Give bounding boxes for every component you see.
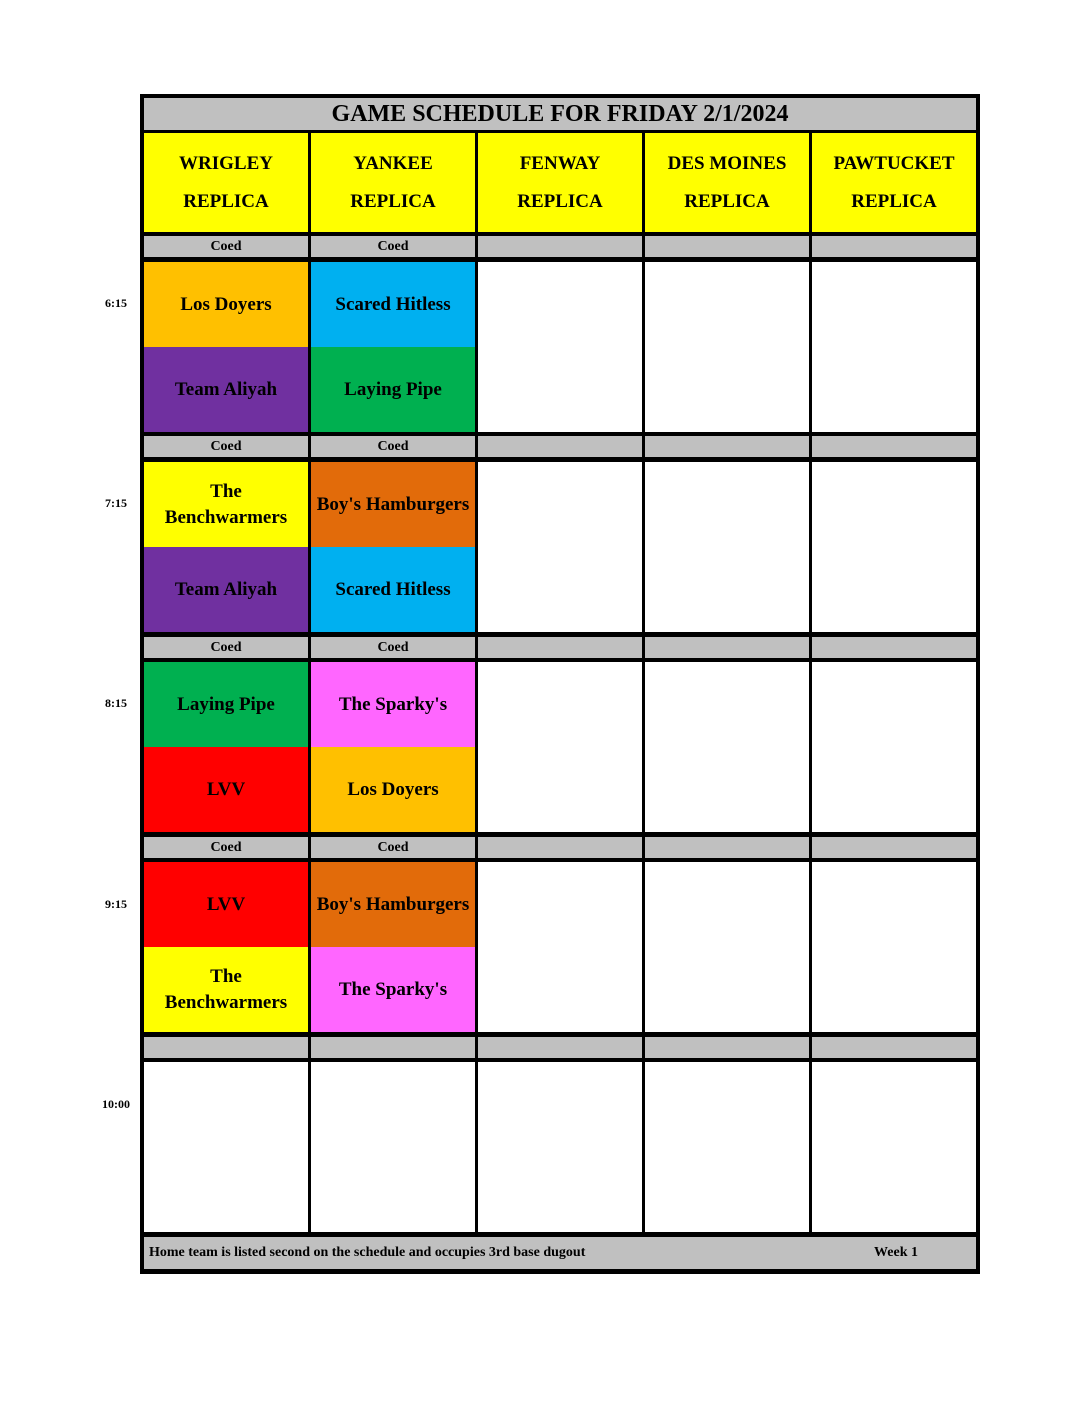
division-label [478, 436, 642, 457]
empty-cell [645, 462, 809, 632]
division-label [478, 837, 642, 858]
division-label [645, 637, 809, 658]
schedule-grid [140, 94, 980, 1274]
empty-cell [478, 862, 642, 1032]
team-cell-home: The Sparky's [311, 947, 475, 1032]
division-label: Coed [311, 436, 475, 457]
division-label: Coed [144, 436, 308, 457]
time-label: 9:15 [105, 897, 127, 911]
empty-cell [812, 1062, 976, 1232]
division-label [812, 436, 976, 457]
empty-cell [478, 662, 642, 832]
empty-cell [478, 1062, 642, 1232]
field-subtitle: REPLICA [350, 190, 436, 212]
empty-cell [812, 462, 976, 632]
division-label: Coed [144, 837, 308, 858]
division-label: Coed [311, 637, 475, 658]
division-label [478, 236, 642, 257]
team-cell-away: Boy's Hamburgers [311, 462, 475, 547]
field-name: PAWTUCKET [833, 152, 955, 174]
empty-cell [311, 1062, 475, 1232]
division-label [311, 1037, 475, 1058]
field-subtitle: REPLICA [183, 190, 269, 212]
field-subtitle: REPLICA [684, 190, 770, 212]
division-label [645, 436, 809, 457]
field-header [812, 133, 976, 232]
field-subtitle: REPLICA [517, 190, 603, 212]
team-cell-home: Los Doyers [311, 747, 475, 832]
division-label: Coed [311, 837, 475, 858]
division-label: Coed [144, 236, 308, 257]
empty-cell [645, 862, 809, 1032]
field-header [645, 133, 809, 232]
team-cell-away: Scared Hitless [311, 262, 475, 347]
schedule-title: GAME SCHEDULE FOR FRIDAY 2/1/2024 [144, 98, 976, 130]
empty-cell [812, 862, 976, 1032]
time-label: 8:15 [105, 696, 127, 710]
empty-cell [812, 262, 976, 432]
team-cell-away: Los Doyers [144, 262, 308, 347]
empty-cell [478, 262, 642, 432]
field-name: YANKEE [353, 152, 433, 174]
field-name: DES MOINES [667, 152, 787, 174]
empty-cell [645, 662, 809, 832]
time-label: 10:00 [102, 1097, 130, 1111]
field-header [144, 133, 308, 232]
footer-note: Home team is listed second on the schedule and occupies 3rd base dugout [149, 1245, 586, 1260]
footer-bar [144, 1237, 976, 1269]
division-label: Coed [144, 637, 308, 658]
team-cell-home: LVV [144, 747, 308, 832]
empty-cell [645, 262, 809, 432]
team-cell-away: Boy's Hamburgers [311, 862, 475, 947]
empty-cell [645, 1062, 809, 1232]
empty-cell [144, 1062, 308, 1232]
team-cell-away: Laying Pipe [144, 662, 308, 747]
week-label: Week 1 [874, 1245, 918, 1260]
team-cell-away: LVV [144, 862, 308, 947]
team-cell-away: The Sparky's [311, 662, 475, 747]
division-label [645, 837, 809, 858]
division-label [812, 637, 976, 658]
division-label: Coed [311, 236, 475, 257]
time-label: 6:15 [105, 296, 127, 310]
team-cell-home: Laying Pipe [311, 347, 475, 432]
field-header [311, 133, 475, 232]
field-name: FENWAY [519, 152, 601, 174]
empty-cell [478, 462, 642, 632]
division-label [478, 637, 642, 658]
field-header [478, 133, 642, 232]
division-label [812, 1037, 976, 1058]
time-label: 7:15 [105, 496, 127, 510]
team-cell-home: The Benchwarmers [144, 947, 308, 1032]
division-label [812, 837, 976, 858]
field-name: WRIGLEY [179, 152, 273, 174]
division-label [645, 236, 809, 257]
division-label [645, 1037, 809, 1058]
team-cell-home: Team Aliyah [144, 347, 308, 432]
division-label [478, 1037, 642, 1058]
team-cell-home: Team Aliyah [144, 547, 308, 632]
team-cell-away: The Benchwarmers [144, 462, 308, 547]
team-cell-home: Scared Hitless [311, 547, 475, 632]
division-label [812, 236, 976, 257]
division-label [144, 1037, 308, 1058]
empty-cell [812, 662, 976, 832]
field-subtitle: REPLICA [851, 190, 937, 212]
